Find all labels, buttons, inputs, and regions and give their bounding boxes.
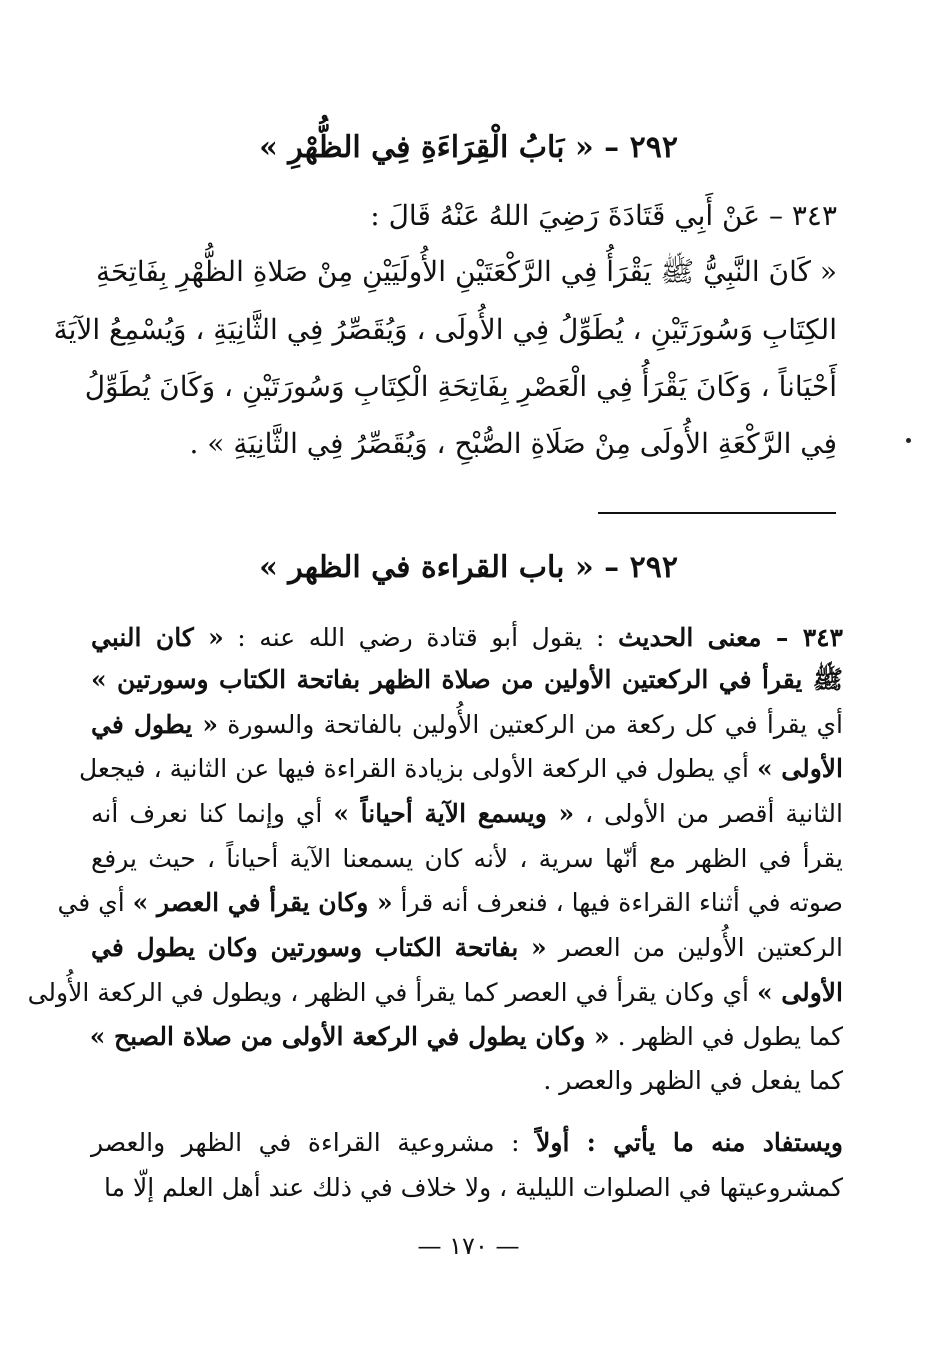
- commentary-line: [91, 707, 843, 743]
- section-divider: [598, 512, 836, 514]
- bold-text-run: ويستفاد منه ما يأتي : أولاً: [536, 1128, 844, 1157]
- commentary-line: [91, 662, 843, 698]
- bold-text-run: « وكان يقرأ في العصر »: [132, 888, 393, 917]
- bold-text-run: الأولى »: [756, 978, 843, 1007]
- bold-text-run: ٣٤٣ – معنى الحديث: [617, 623, 843, 652]
- commentary-line: [91, 1125, 843, 1161]
- bold-text-run: ﷺ يقرأ في الركعتين الأولين من صلاة الظهر بفاتحة الكتاب وسورتين »: [91, 665, 843, 694]
- bold-text-run: « ويسمع الآية أحياناً »: [333, 799, 575, 828]
- section-heading-vocalized: ٢٩٢ – « بَابُ الْقِرَاءَةِ فِي الظُّهْرِ »: [259, 130, 678, 165]
- text-run: أي يطول في الركعة الأولى بزيادة القراءة فيها عن الثانية ، فيجعل: [79, 754, 757, 783]
- text-run: أي وإنما كنا نعرف أنه: [91, 799, 334, 828]
- hadith-line: الكِتَابِ وَسُورَتَيْنِ ، يُطَوِّلُ فِي الأُولَى ، وَيُقَصِّرُ فِي الثَّانِيَةِ ، وَيُسْمِعُ الآيَةَ: [53, 313, 837, 346]
- bold-text-run: « بفاتحة الكتاب وسورتين وكان يطول في: [91, 933, 547, 962]
- hadith-line: فِي الرَّكْعَةِ الأُولَى مِنْ صَلَاةِ الصُّبْحِ ، وَيُقَصِّرُ فِي الثَّانِيَةِ » .: [189, 427, 837, 460]
- commentary-line: [91, 930, 843, 966]
- text-run: أي في: [57, 888, 133, 917]
- commentary-line: [91, 620, 843, 656]
- commentary-line: [79, 751, 843, 787]
- commentary-line: [91, 1019, 843, 1055]
- hadith-line: « كَانَ النَّبِيُّ ﷺ يَقْرَأُ فِي الرَّكْعَتَيْنِ الأُولَيَيْنِ مِنْ صَلاةِ الظُّهْرِ بِفَاتِحَةِ: [95, 255, 837, 288]
- bold-text-run: « يطول في: [91, 710, 219, 739]
- commentary-line: [91, 1170, 843, 1206]
- commentary-line: [91, 1063, 843, 1099]
- text-run: كما يطول في الظهر .: [609, 1022, 843, 1051]
- text-run: أي يقرأ في كل ركعة من الركعتين الأُولين بالفاتحة والسورة: [218, 710, 843, 739]
- margin-dot: [906, 438, 911, 443]
- text-run: كمشروعيتها في الصلوات الليلية ، ولا خلاف في ذلك عند أهل العلم إلّا ما: [104, 1173, 843, 1202]
- commentary-line: [91, 841, 843, 877]
- bold-text-run: الأولى »: [756, 754, 843, 783]
- commentary-line: [27, 975, 843, 1011]
- hadith-line: ٣٤٣ – عَنْ أَبِي قَتَادَةَ رَضِيَ اللهُ عَنْهُ قَالَ :: [370, 199, 837, 232]
- section-heading-plain: ٢٩٢ – « باب القراءة في الظهر »: [259, 550, 678, 585]
- text-run: أي وكان يقرأ في العصر كما يقرأ في الظهر ، ويطول في الركعة الأُولى: [27, 978, 757, 1007]
- text-run: صوته في أثناء القراءة فيها ، فنعرف أنه قرأ: [392, 888, 843, 917]
- bold-text-run: « وكان يطول في الركعة الأولى من صلاة الصبح »: [89, 1022, 610, 1051]
- text-run: : مشروعية القراءة في الظهر والعصر: [91, 1128, 537, 1157]
- text-run: الركعتين الأُولين من العصر: [546, 933, 843, 962]
- text-run: يقرأ في الظهر مع أنّها سرية ، لأنه كان يسمعنا الآية أحياناً ، حيث يرفع: [91, 844, 843, 873]
- hadith-line: أَحْيَاناً ، وَكَانَ يَقْرَأُ فِي الْعَصْرِ بِفَاتِحَةِ الْكِتَابِ وَسُورَتَيْنِ ، وَكَانَ يُطَوِّلُ: [84, 370, 837, 403]
- text-run: الثانية أقصر من الأولى ،: [574, 799, 843, 828]
- commentary-line: [57, 885, 843, 921]
- text-run: : يقول أبو قتادة رضي الله عنه :: [223, 623, 618, 652]
- commentary-line: [91, 796, 843, 832]
- page-number: — ١٧٠ —: [417, 1232, 520, 1260]
- text-run: كما يفعل في الظهر والعصر .: [543, 1066, 843, 1095]
- bold-text-run: « كان النبي: [91, 623, 224, 652]
